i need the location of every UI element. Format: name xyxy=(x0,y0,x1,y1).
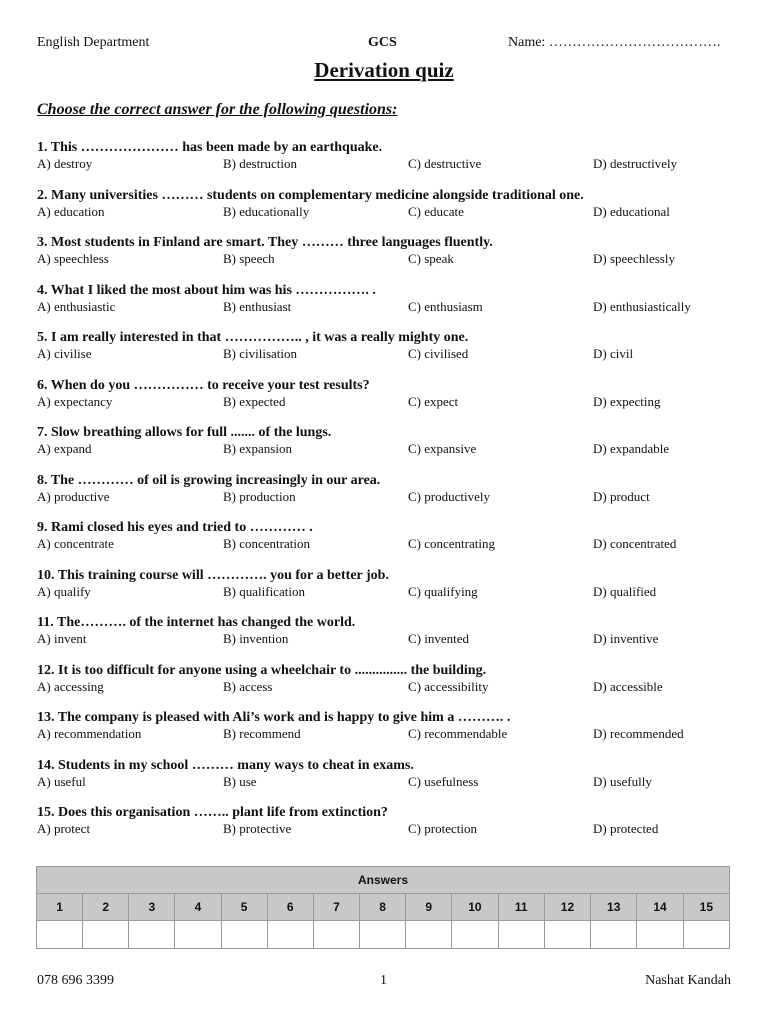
answer-options xyxy=(37,346,737,362)
question-4 xyxy=(37,282,737,330)
question-text: 10. This training course will …………. you for a better job. xyxy=(37,567,389,583)
option-d: D) qualified xyxy=(593,583,657,599)
option-d: D) educational xyxy=(593,203,670,219)
answer-options xyxy=(37,251,737,267)
question-6 xyxy=(37,377,737,425)
question-text: 15. Does this organisation …….. plant life from extinction? xyxy=(37,805,388,820)
answer-box-2[interactable] xyxy=(83,921,129,949)
option-d: D) inventive xyxy=(593,631,659,646)
answer-number: 14 xyxy=(637,894,683,921)
option-b: B) concentration xyxy=(223,536,310,551)
answer-number: 8 xyxy=(359,894,405,921)
answer-number-row xyxy=(37,894,730,921)
question-text: 6. When do you …………… to receive your test results? xyxy=(37,377,370,393)
option-b: B) recommend xyxy=(223,726,301,741)
question-list xyxy=(37,139,737,852)
option-c: C) expect xyxy=(408,393,459,409)
answer-grid xyxy=(36,866,730,949)
question-5 xyxy=(37,329,737,377)
option-b: B) educationally xyxy=(223,203,310,219)
option-a: A) concentrate xyxy=(37,536,114,551)
answer-options xyxy=(37,489,737,505)
option-d: D) civil xyxy=(593,346,634,361)
department-label: English Department xyxy=(37,35,150,50)
answer-options xyxy=(37,631,737,647)
option-d: D) concentrated xyxy=(593,536,677,551)
question-text: 5. I am really interested in that …………….. , it was a really mighty one. xyxy=(37,330,469,345)
option-c: C) productively xyxy=(408,488,490,504)
option-c: C) accessibility xyxy=(408,678,489,694)
answer-options xyxy=(37,156,737,172)
option-a: A) qualify xyxy=(37,583,91,599)
answer-box-row xyxy=(37,921,730,949)
option-a: A) accessing xyxy=(37,678,104,694)
instructions: Choose the correct answer for the following questions: xyxy=(37,101,398,118)
option-b: B) qualification xyxy=(223,583,305,599)
option-b: B) destruction xyxy=(223,156,298,171)
option-c: C) usefulness xyxy=(408,773,479,789)
option-c: C) expansive xyxy=(408,441,477,456)
question-text: 13. The company is pleased with Ali’s work and is happy to give him a ………. . xyxy=(37,710,511,725)
question-14 xyxy=(37,757,737,805)
option-a: A) expand xyxy=(37,441,92,456)
page-title: Derivation quiz xyxy=(314,58,454,82)
question-text: 7. Slow breathing allows for full ....... of the lungs. xyxy=(37,425,332,440)
answer-options xyxy=(37,394,737,410)
answer-box-10[interactable] xyxy=(452,921,498,949)
answer-box-5[interactable] xyxy=(221,921,267,949)
answer-options xyxy=(37,726,737,742)
question-7 xyxy=(37,424,737,472)
option-d: D) recommended xyxy=(593,726,684,741)
option-b: B) production xyxy=(223,488,296,504)
question-text: 8. The ………… of oil is growing increasingly in our area. xyxy=(37,472,381,488)
option-b: B) civilisation xyxy=(223,346,298,361)
option-a: A) protect xyxy=(37,821,91,836)
answer-box-11[interactable] xyxy=(498,921,544,949)
answer-number: 1 xyxy=(37,894,83,921)
answer-box-12[interactable] xyxy=(544,921,590,949)
option-d: D) protected xyxy=(593,821,659,836)
answer-box-13[interactable] xyxy=(591,921,637,949)
option-d: D) usefully xyxy=(593,773,652,789)
answer-number: 11 xyxy=(498,894,544,921)
answer-options xyxy=(37,441,737,457)
question-2 xyxy=(37,187,737,235)
answer-options xyxy=(37,821,737,837)
option-d: D) destructively xyxy=(593,156,678,171)
option-d: D) expecting xyxy=(593,393,661,409)
answer-box-9[interactable] xyxy=(406,921,452,949)
question-15 xyxy=(37,804,737,852)
option-d: D) enthusiastically xyxy=(593,298,691,314)
answer-number: 12 xyxy=(544,894,590,921)
option-a: A) education xyxy=(37,203,105,219)
answer-box-15[interactable] xyxy=(683,921,729,949)
question-text: 14. Students in my school ……… many ways to cheat in exams. xyxy=(37,757,414,773)
answer-grid-title: Answers xyxy=(37,867,730,894)
name-field: Name: ………………………………. xyxy=(508,35,721,50)
option-d: D) speechlessly xyxy=(593,251,675,266)
option-a: A) speechless xyxy=(37,251,109,266)
option-a: A) recommendation xyxy=(37,726,142,741)
answer-number: 5 xyxy=(221,894,267,921)
option-b: B) use xyxy=(223,773,257,789)
option-c: C) protection xyxy=(408,821,477,836)
course-label: GCS xyxy=(368,35,397,50)
option-b: B) expected xyxy=(223,393,286,409)
option-c: C) civilised xyxy=(408,346,469,361)
page-number: 1 xyxy=(380,973,387,988)
answer-number: 3 xyxy=(129,894,175,921)
answer-options xyxy=(37,584,737,600)
option-c: C) recommendable xyxy=(408,726,508,741)
option-a: A) enthusiastic xyxy=(37,298,116,314)
question-text: 9. Rami closed his eyes and tried to ………… . xyxy=(37,520,313,535)
option-a: A) civilise xyxy=(37,346,92,361)
answer-box-8[interactable] xyxy=(359,921,405,949)
option-c: C) educate xyxy=(408,203,464,219)
option-a: A) destroy xyxy=(37,156,93,171)
option-c: C) enthusiasm xyxy=(408,298,483,314)
option-d: D) expandable xyxy=(593,441,670,456)
answer-options xyxy=(37,299,737,315)
answer-box-3[interactable] xyxy=(129,921,175,949)
question-1 xyxy=(37,139,737,187)
answer-box-6[interactable] xyxy=(267,921,313,949)
answer-options xyxy=(37,536,737,552)
answer-box-4[interactable] xyxy=(175,921,221,949)
option-a: A) expectancy xyxy=(37,393,113,409)
answer-number: 10 xyxy=(452,894,498,921)
answer-number: 2 xyxy=(83,894,129,921)
option-c: C) qualifying xyxy=(408,583,478,599)
question-11 xyxy=(37,614,737,662)
option-b: B) enthusiast xyxy=(223,298,292,314)
question-3 xyxy=(37,234,737,282)
answer-options xyxy=(37,679,737,695)
question-text: 4. What I liked the most about him was his ……………. . xyxy=(37,282,376,298)
option-b: B) access xyxy=(223,678,273,694)
answer-box-7[interactable] xyxy=(313,921,359,949)
answer-box-14[interactable] xyxy=(637,921,683,949)
option-a: A) invent xyxy=(37,631,87,646)
answer-options xyxy=(37,204,737,220)
option-b: B) protective xyxy=(223,821,292,836)
question-text: 12. It is too difficult for anyone using a wheelchair to ............... the building. xyxy=(37,662,487,678)
option-b: B) expansion xyxy=(223,441,292,456)
option-b: B) invention xyxy=(223,631,289,646)
answer-box-1[interactable] xyxy=(37,921,83,949)
answer-number: 4 xyxy=(175,894,221,921)
footer-phone: 078 696 3399 xyxy=(37,973,114,988)
option-a: A) productive xyxy=(37,488,110,504)
footer-author: Nashat Kandah xyxy=(645,973,731,988)
option-c: C) speak xyxy=(408,251,454,266)
question-8 xyxy=(37,472,737,520)
option-b: B) speech xyxy=(223,251,275,266)
question-13 xyxy=(37,709,737,757)
option-c: C) concentrating xyxy=(408,536,495,551)
answer-options xyxy=(37,774,737,790)
question-10 xyxy=(37,567,737,615)
answer-number: 9 xyxy=(406,894,452,921)
option-a: A) useful xyxy=(37,773,86,789)
option-c: C) destructive xyxy=(408,156,482,171)
answer-number: 7 xyxy=(313,894,359,921)
question-text: 2. Many universities ……… students on complementary medicine alongside traditional one. xyxy=(37,187,584,203)
question-text: 1. This ………………… has been made by an earthquake. xyxy=(37,140,383,155)
question-text: 3. Most students in Finland are smart. They ……… three languages fluently. xyxy=(37,235,493,250)
question-9 xyxy=(37,519,737,567)
answer-number: 6 xyxy=(267,894,313,921)
option-d: D) product xyxy=(593,488,650,504)
answer-number: 13 xyxy=(591,894,637,921)
option-d: D) accessible xyxy=(593,678,663,694)
question-12 xyxy=(37,662,737,710)
answer-number: 15 xyxy=(683,894,729,921)
question-text: 11. The………. of the internet has changed the world. xyxy=(37,615,356,630)
option-c: C) invented xyxy=(408,631,470,646)
